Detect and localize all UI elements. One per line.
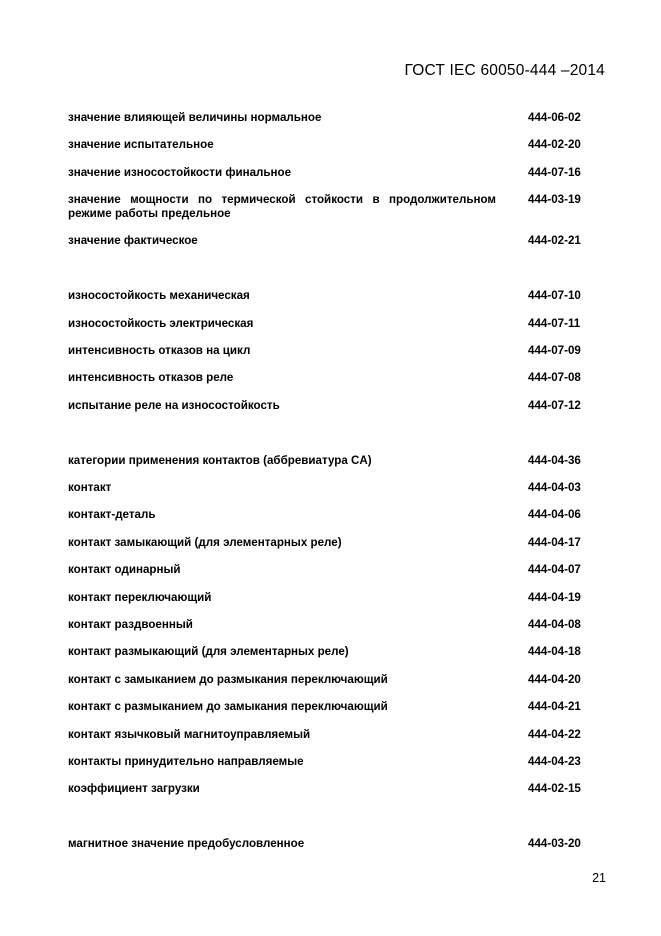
entry-code: 444-04-03: [528, 481, 581, 494]
entry-code: 444-02-15: [528, 782, 581, 795]
entry-term: износостойкость механическая: [68, 289, 250, 302]
entry-term: контакт размыкающий (для элементарных реле): [68, 645, 349, 658]
standard-designation: ГОСТ IEC 60050-444 –2014: [404, 62, 605, 79]
entry-code: 444-07-08: [528, 371, 581, 384]
entry-code: 444-04-08: [528, 618, 581, 631]
entry-term: контакт язычковый магнитоуправляемый: [68, 728, 311, 741]
entry-code: 444-04-06: [528, 508, 581, 521]
entry-term: значение фактическое: [68, 234, 198, 247]
entry-code: 444-07-10: [528, 289, 581, 302]
entry-term: коэффициент загрузки: [68, 782, 200, 795]
entry-code: 444-04-23: [528, 755, 581, 768]
entry-code: 444-07-16: [528, 166, 581, 179]
entry-code: 444-06-02: [528, 111, 581, 124]
entry-code: 444-03-20: [528, 837, 581, 850]
entry-term: контакт: [68, 481, 112, 494]
entry-term: значение испытательное: [68, 138, 214, 151]
entry-code: 444-04-07: [528, 563, 581, 576]
entry-code: 444-07-11: [528, 317, 581, 330]
entry-term: контакт-деталь: [68, 508, 156, 521]
entry-code: 444-02-21: [528, 234, 581, 247]
entry-term: испытание реле на износостойкость: [68, 399, 280, 412]
entry-code: 444-07-12: [528, 399, 581, 412]
entry-code: 444-04-22: [528, 728, 581, 741]
entry-term: контакты принудительно направляемые: [68, 755, 304, 768]
entry-code: 444-02-20: [528, 138, 581, 151]
entry-code: 444-04-36: [528, 454, 581, 467]
entry-code: 444-03-19: [528, 193, 581, 206]
entry-code: 444-04-20: [528, 673, 581, 686]
entry-term: значение мощности по термической стойкости в продолжительном режиме работы предельное: [68, 193, 496, 220]
page-number: 21: [592, 871, 606, 885]
entry-term: контакт раздвоенный: [68, 618, 193, 631]
entry-term: контакт с замыканием до размыкания переключающий: [68, 673, 388, 686]
entry-term: контакт переключающий: [68, 591, 212, 604]
entry-code: 444-04-18: [528, 645, 581, 658]
entry-term: износостойкость электрическая: [68, 317, 254, 330]
entry-term: значение износостойкости финальное: [68, 166, 292, 179]
entry-term: значение влияющей величины нормальное: [68, 111, 322, 124]
entry-code: 444-04-17: [528, 536, 581, 549]
entry-term: контакт одинарный: [68, 563, 181, 576]
entry-code: 444-04-19: [528, 591, 581, 604]
entry-term: контакт с размыканием до замыкания переключающий: [68, 700, 388, 713]
entry-code: 444-07-09: [528, 344, 581, 357]
entry-term: контакт замыкающий (для элементарных реле): [68, 536, 342, 549]
entry-term: магнитное значение предобусловленное: [68, 837, 305, 850]
entry-code: 444-04-21: [528, 700, 581, 713]
entry-term: интенсивность отказов на цикл: [68, 344, 251, 357]
document-header: [404, 62, 605, 80]
entry-term: категории применения контактов (аббревиатура CA): [68, 454, 372, 467]
entry-term: интенсивность отказов реле: [68, 371, 234, 384]
